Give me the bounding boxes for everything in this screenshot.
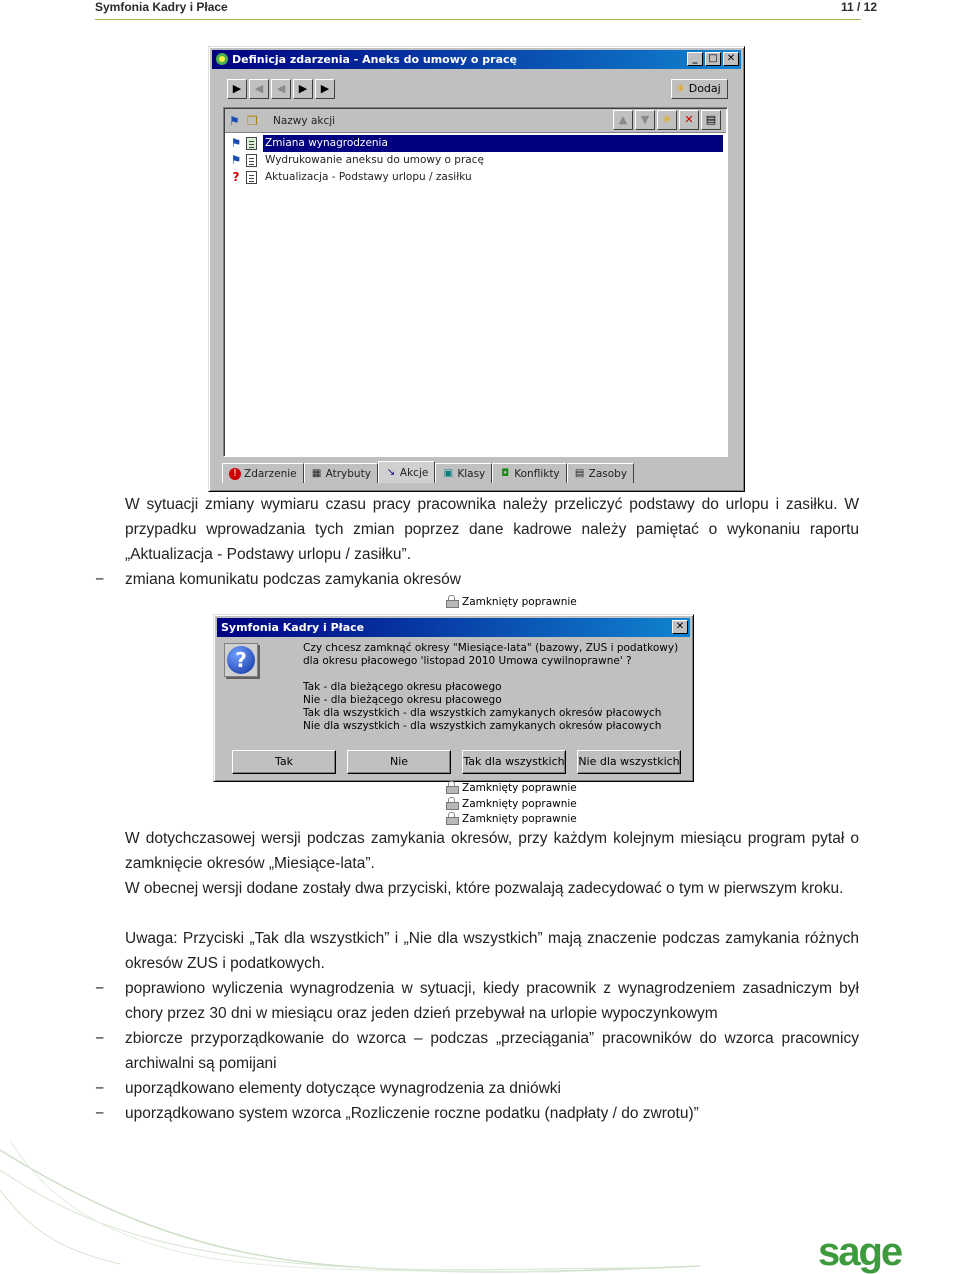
minimize-button[interactable]: _: [687, 52, 703, 66]
flag-icon: ⚑: [230, 153, 242, 167]
tab-konflikty[interactable]: [492, 463, 566, 483]
maximize-button[interactable]: □: [705, 52, 721, 66]
next-record-icon[interactable]: ▶: [293, 79, 313, 99]
list-item-label: Wydrukowanie aneksu do umowy o pracę: [265, 154, 484, 166]
bullet-dash: −: [95, 1080, 105, 1097]
tab-label: Atrybuty: [325, 467, 371, 480]
tab-atrybuty[interactable]: [304, 463, 378, 483]
tab-label: Klasy: [457, 467, 486, 480]
lock-icon: [446, 812, 457, 823]
bullet-item: uporządkowano system wzorca „Rozliczenie roczne podatku (nadpłaty / do zwrotu)”: [125, 1105, 699, 1122]
new-icon[interactable]: ✳: [657, 110, 677, 130]
column-header[interactable]: Nazwy akcji: [273, 115, 336, 127]
no-to-all-button[interactable]: Nie dla wszystkich: [577, 750, 681, 774]
last-record-icon[interactable]: ▶: [315, 79, 335, 99]
close-button[interactable]: ✕: [723, 52, 739, 66]
bullet-dash: −: [95, 571, 105, 588]
document-icon: [246, 137, 257, 150]
lock-icon: [446, 781, 457, 792]
bullet-dash: −: [95, 1030, 105, 1047]
paragraph-previous-version: W dotychczasowej wersji podczas zamykania okresów, przy każdym kolejnym miesiącu program pytał o zamknięcie okresów „Miesiące-lata”.: [125, 830, 859, 872]
list-item[interactable]: [226, 135, 723, 152]
grid-icon: ▦: [311, 467, 322, 479]
properties-icon[interactable]: ▤: [701, 110, 721, 130]
tab-label: Akcje: [399, 466, 429, 479]
yes-button[interactable]: Tak: [232, 750, 336, 774]
list-item-label: Aktualizacja - Podstawy urlopu / zasiłku: [265, 171, 472, 183]
delete-icon[interactable]: ✕: [679, 110, 699, 130]
tab-label: Zasoby: [588, 467, 628, 480]
add-button[interactable]: [671, 79, 728, 99]
status-row: [446, 812, 577, 827]
header-divider: [95, 19, 861, 20]
document-icon: [246, 171, 257, 184]
action-arrow-icon: ↘: [386, 466, 396, 478]
bullet-dash: −: [95, 1105, 105, 1122]
tab-zasoby[interactable]: [567, 463, 634, 483]
prev-record-icon[interactable]: ◀: [271, 79, 291, 99]
tab-akcje[interactable]: [378, 461, 435, 483]
question-line-2: dla okresu płacowego 'listopad 2010 Umowa cywilnoprawne' ?: [303, 655, 632, 667]
tab-label: Konflikty: [514, 467, 560, 480]
decorative-swirl: [0, 1140, 960, 1274]
bullet-item: uporządkowano elementy dotyczące wynagrodzenia za dniówki: [125, 1080, 561, 1097]
prev-page-icon[interactable]: ◀: [249, 79, 269, 99]
tab-bar: [222, 461, 634, 483]
confirm-dialog: [213, 614, 694, 782]
bullet-item: zbiorcze przyporządkowanie do wzorca – podczas „przeciągania” pracowników do wzorca pracownicy archiwalni są pomijani: [125, 1030, 859, 1072]
list-item[interactable]: [226, 169, 723, 186]
window-title: Definicja zdarzenia - Aneks do umowy o pracę: [232, 53, 517, 66]
status-row: [446, 797, 577, 812]
question-icon: ?: [232, 170, 240, 184]
document-header-title: Symfonia Kadry i Płace: [95, 0, 228, 14]
list-toolbar: [225, 109, 726, 133]
flag-icon: ⚑: [230, 136, 242, 150]
app-icon: [215, 52, 229, 66]
option-text: Tak - dla bieżącego okresu płacowego: [303, 681, 502, 693]
copy-icon: ❐: [247, 114, 258, 128]
add-star-icon: ✳: [676, 82, 686, 95]
classes-icon: ▣: [443, 467, 454, 479]
list-item-label: Zmiana wynagrodzenia: [263, 135, 723, 152]
status-text: Zamknięty poprawnie: [462, 798, 577, 810]
tab-label: Zdarzenie: [244, 467, 297, 480]
first-record-icon[interactable]: ▶: [227, 79, 247, 99]
alert-icon: !: [229, 468, 241, 480]
yes-to-all-button[interactable]: Tak dla wszystkich: [462, 750, 566, 774]
move-up-icon[interactable]: ▲: [613, 110, 633, 130]
status-text: Zamknięty poprawnie: [462, 596, 577, 608]
tab-klasy[interactable]: [435, 463, 492, 483]
bullet-item: poprawiono wyliczenia wynagrodzenia w sytuacji, kiedy pracownik z wynagrodzeniem zasadniczym był chory przez 30 dni w miesiącu oraz jeden dzień przebywał na urlopie wypoczynkowym: [125, 980, 859, 1022]
lock-icon: [446, 797, 457, 808]
move-down-icon[interactable]: ▼: [635, 110, 655, 130]
no-button[interactable]: Nie: [347, 750, 451, 774]
add-button-label: Dodaj: [688, 82, 721, 95]
tab-zdarzenie[interactable]: [222, 463, 304, 483]
event-definition-window: [208, 46, 745, 492]
document-icon: [246, 154, 257, 167]
actions-list: [223, 107, 728, 457]
resources-icon: ▤: [574, 467, 585, 479]
bullet-dash: −: [95, 980, 105, 997]
conflict-icon: ◘: [501, 467, 510, 479]
page-number: 11 / 12: [840, 0, 877, 14]
list-item[interactable]: [226, 152, 723, 169]
dialog-titlebar: [217, 618, 690, 637]
flag-icon: ⚑: [229, 114, 240, 128]
question-icon: ?: [224, 643, 258, 677]
sage-logo: sage: [818, 1230, 902, 1274]
status-row: [446, 781, 577, 796]
lock-icon: [446, 595, 457, 606]
status-text: Zamknięty poprawnie: [462, 813, 577, 825]
status-row: [446, 595, 577, 610]
close-button[interactable]: ✕: [672, 620, 688, 634]
dialog-title: Symfonia Kadry i Płace: [221, 621, 365, 634]
option-text: Nie dla wszystkich - dla wszystkich zamykanych okresów płacowych: [303, 720, 662, 732]
option-text: Nie - dla bieżącego okresu płacowego: [303, 694, 502, 706]
paragraph-note: Uwaga: Przyciski „Tak dla wszystkich” i „Nie dla wszystkich” mają znaczenie podczas zamykania różnych okresów ZUS i podatkowych.: [125, 930, 859, 972]
window-titlebar: [212, 50, 741, 69]
paragraph-recalculation: W sytuacji zmiany wymiaru czasu pracy pracownika należy przeliczyć podstawy do urlopu i zasiłku. W przypadku wprowadzania tych zmian poprzez dane kadrowe należy pamiętać o wykonaniu raportu „Aktualizacja - Podstawy urlopu / zasiłku”.: [125, 496, 859, 563]
option-text: Tak dla wszystkich - dla wszystkich zamykanych okresów płacowych: [303, 707, 662, 719]
question-line-1: Czy chcesz zamknąć okresy "Miesiące-lata" (bazowy, ZUS i podatkowy): [303, 642, 679, 654]
paragraph-current-version: W obecnej wersji dodane zostały dwa przyciski, które pozwalają zadecydować o tym w pierwszym kroku.: [125, 880, 844, 897]
status-text: Zamknięty poprawnie: [462, 782, 577, 794]
bullet-closing-message: zmiana komunikatu podczas zamykania okresów: [125, 571, 461, 588]
